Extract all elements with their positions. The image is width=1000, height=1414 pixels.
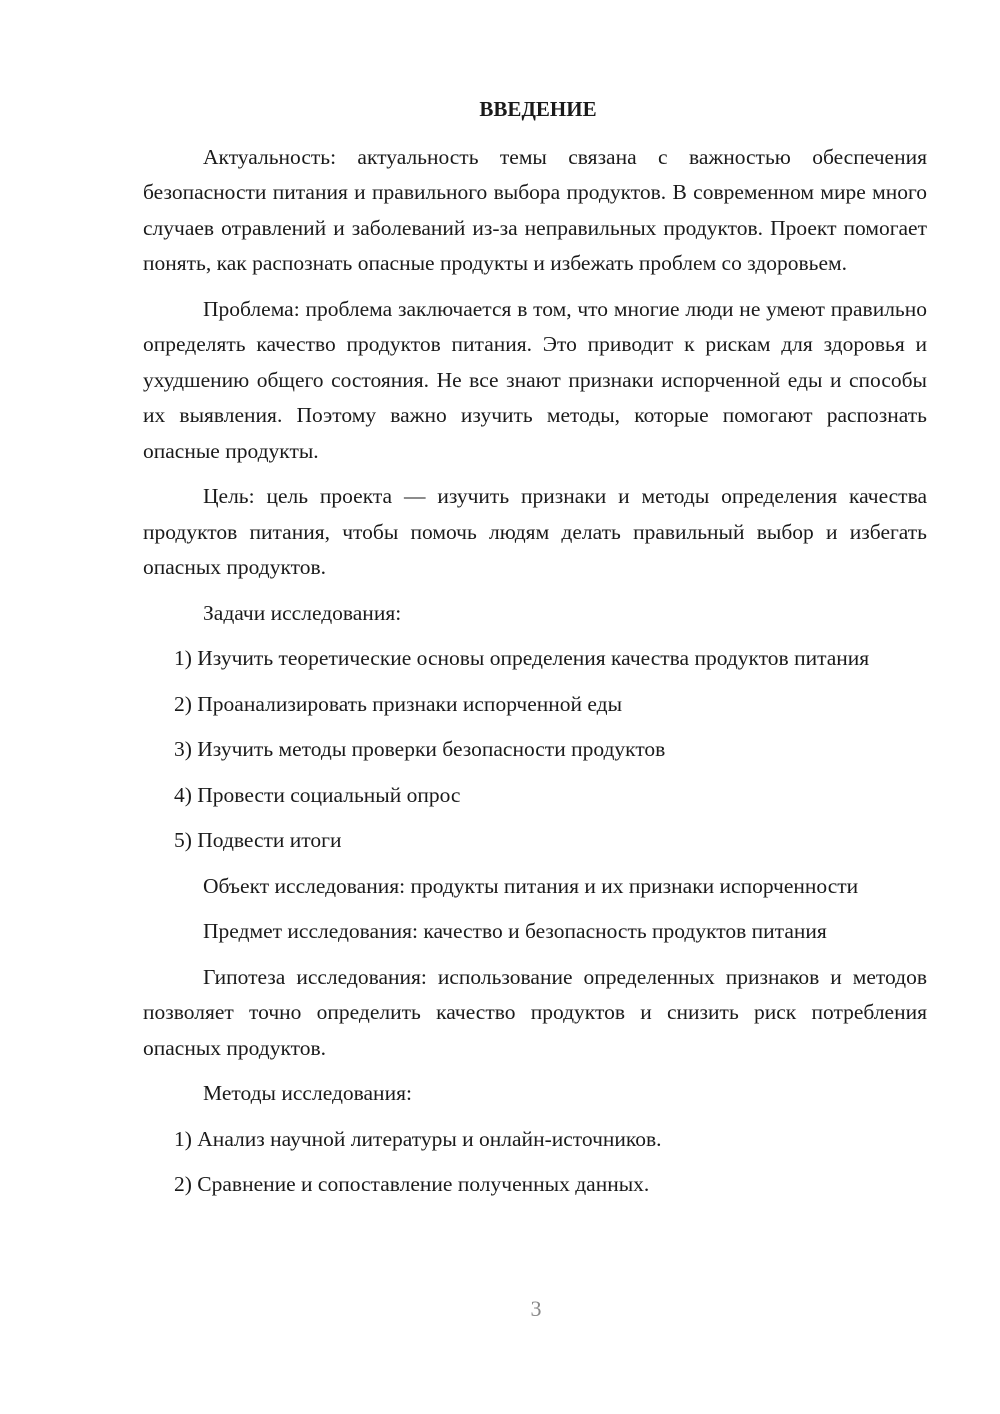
hypothesis-paragraph: Гипотеза исследования: использование определенных признаков и методов позволяет точно определить качество продуктов и снизить риск потребления опасных продуктов. [143,964,927,1060]
section-heading: ВВЕДЕНИЕ [479,97,597,121]
task-item: 3) Изучить методы проверки безопасности продуктов [174,737,666,761]
tasks-heading: Задачи исследования: [203,600,402,625]
task-item: 4) Провести социальный опрос [174,782,461,807]
page-content [143,92,927,1213]
method-item: 1) Анализ научной литературы и онлайн-источников. [174,1126,662,1151]
methods-heading: Методы исследования: [203,1081,412,1105]
object-paragraph: Объект исследования: продукты питания и их признаки испорченности [203,873,859,898]
relevance-paragraph: Актуальность: актуальность темы связана с важностью обеспечения безопасности питания и правильного выбора продуктов. В современном мире много случаев отравлений и заболеваний из-за неправильных продуктов. Проект помогает понять, как распознать опасные продукты и избежать проблем со здоровьем. [143,144,927,275]
task-item: 1) Изучить теоретические основы определения качества продуктов питания [174,646,870,670]
goal-paragraph: Цель: цель проекта — изучить признаки и методы определения качества продуктов питания, чтобы помочь людям делать правильный выбор и избегать опасных продуктов. [143,484,927,579]
page-number: 3 [530,1296,542,1321]
task-item: 5) Подвести итоги [174,828,342,852]
subject-paragraph: Предмет исследования: качество и безопасность продуктов питания [203,919,827,943]
problem-paragraph: Проблема: проблема заключается в том, что многие люди не умеют правильно определять качество продуктов питания. Это приводит к рискам для здоровья и ухудшению общего состояния. Не все знают признаки испорченной еды и способы их выявления. Поэтому важно изучить методы, которые помогают распознать опасные продукты. [143,296,927,463]
method-item: 2) Сравнение и сопоставление полученных данных. [174,1172,650,1196]
task-item: 2) Проанализировать признаки испорченной еды [174,691,623,716]
